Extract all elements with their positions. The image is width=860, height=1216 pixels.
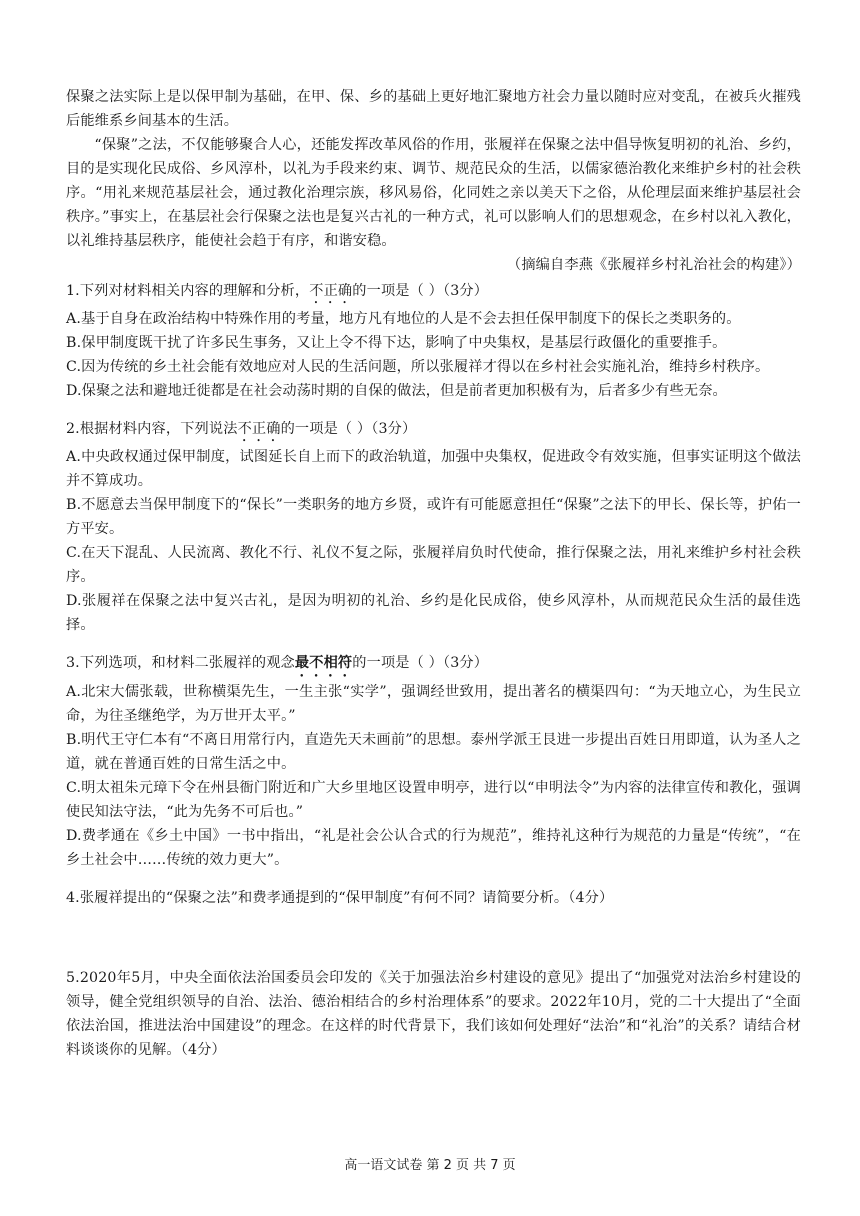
question-4-answer-space[interactable] — [66, 910, 801, 956]
question-3-option-c: C.明太祖朱元璋下令在州县衙门附近和广大乡里地区设置申明亭，进行以“申明法令”为内容的法律宣传和教化，强调使民知法守法，“此为先务不可后也。” — [66, 780, 801, 820]
question-3-option-b: B.明代王守仁本有“不离日用常行内，直造先天未画前”的思想。泰州学派王艮进一步提出百姓日用即道，认为圣人之道，就在普通百姓的日常生活之中。 — [66, 732, 801, 772]
question-2-option-a: A.中央政权通过保甲制度，试图延长自上而下的政治轨道，加强中央集权，促进政令有效实施，但事实证明这个做法并不算成功。 — [66, 449, 801, 489]
question-2-emphasis: 不正确 — [237, 421, 281, 437]
question-3-stem-pre: 3.下列选项，和材料二张履祥的观念 — [66, 655, 295, 671]
question-2-stem-pre: 2.根据材料内容，下列说法 — [66, 421, 238, 437]
question-5 — [66, 966, 801, 1152]
question-1 — [66, 279, 801, 403]
passage-source: （摘编自李燕《张履祥乡村礼治社会的构建》） — [507, 257, 801, 273]
question-1-option-c: C.因为传统的乡土社会能有效地应对人民的生活问题，所以张履祥才得以在乡村社会实施礼治，维持乡村秩序。 — [66, 359, 770, 375]
exam-page-content — [66, 85, 801, 1152]
question-3-stem — [66, 651, 801, 680]
question-2-option-c: C.在天下混乱、人民流离、教化不行、礼仪不复之际，张履祥肩负时代使命，推行保聚之法，用礼来维护乡村社会秩序。 — [66, 545, 801, 585]
question-3-option-a: A.北宋大儒张载，世称横渠先生，一生主张“实学”，强调经世致用，提出著名的横渠四句：“为天地立心，为生民立命，为往圣继绝学，为万世开太平。” — [66, 684, 801, 724]
question-5-answer-space[interactable] — [66, 1062, 801, 1152]
question-2-stem — [66, 417, 801, 445]
question-1-stem-pre: 1.下列对材料相关内容的理解和分析， — [66, 283, 310, 299]
question-3-emphasis: 最不相符 — [294, 655, 353, 671]
question-2-stem-post: 的一项是（ ）（3分） — [280, 421, 417, 437]
passage-paragraph-2: “保聚”之法，不仅能够聚合人心，还能发挥改革风俗的作用，张履祥在保聚之法中倡导恢复明初的礼治、乡约，目的是实现化民成俗、乡风淳朴，以礼为手段来约束、调节、规范民众的生活，以儒家德治教化来维护乡村的社会秩序。“用礼来规范基层社会，通过教化治理宗族，移风易俗，化同姓之亲以美天下之俗，从伦理层面来维护基层社会秩序。”事实上，在基层社会行保聚之法也是复兴古礼的一种方式，礼可以影响人们的思想观念，在乡村以礼入教化，以礼维持基层秩序，能使社会趋于有序，和谐安稳。 — [66, 137, 801, 249]
question-1-option-a: A.基于自身在政治结构中特殊作用的考量，地方凡有地位的人是不会去担任保甲制度下的保长之类职务的。 — [66, 311, 741, 327]
question-4-stem: 4.张履祥提出的“保聚之法”和费孝通提到的“保甲制度”有何不同？请简要分析。（4分） — [66, 890, 614, 906]
passage-paragraph-1: 保聚之法实际上是以保甲制为基础，在甲、保、乡的基础上更好地汇聚地方社会力量以随时应对变乱，在被兵火摧残后能维系乡间基本的生活。 — [66, 89, 801, 129]
question-1-stem — [66, 279, 801, 307]
question-1-emphasis: 不正确 — [309, 283, 353, 299]
question-2-option-d: D.张履祥在保聚之法中复兴古礼，是因为明初的礼治、乡约是化民成俗，使乡风淳朴，从而规范民众生活的最佳选择。 — [66, 593, 801, 633]
question-3-stem-post: 的一项是（ ）（3分） — [352, 655, 489, 671]
page-footer: 高一语文试卷 第 2 页 共 7 页 — [344, 1158, 516, 1173]
question-3-option-d: D.费孝通在《乡土中国》一书中指出，“礼是社会公认合式的行为规范”，维持礼这种行为规范的力量是“传统”，“在乡土社会中……传统的效力更大”。 — [66, 828, 801, 868]
question-4 — [66, 886, 801, 956]
question-2-option-b: B.不愿意去当保甲制度下的“保长”一类职务的地方乡贤，或许有可能愿意担任“保聚”之法下的甲长、保长等，护佑一方平安。 — [66, 497, 801, 537]
question-1-stem-post: 的一项是（ ）（3分） — [352, 283, 489, 299]
question-3 — [66, 651, 801, 872]
question-1-option-d: D.保聚之法和避地迁徙都是在社会动荡时期的自保的做法，但是前者更加积极有为，后者多少有些无奈。 — [66, 383, 727, 399]
question-5-stem: 5.2020年5月，中央全面依法治国委员会印发的《关于加强法治乡村建设的意见》提出了“加强党对法治乡村建设的领导，健全党组织领导的自治、法治、德治相结合的乡村治理体系”的要求。2022年10月，党的二十大提出了“全面依法治国，推进法治中国建设”的理念。在这样的时代背景下，我们该如何处理好“法治”和“礼治”的关系？请结合材料谈谈你的见解。（4分） — [66, 970, 802, 1058]
question-2 — [66, 417, 801, 637]
question-1-option-b: B.保甲制度既干扰了许多民生事务，又让上令不得下达，影响了中央集权，是基层行政僵化的重要推手。 — [66, 335, 727, 351]
